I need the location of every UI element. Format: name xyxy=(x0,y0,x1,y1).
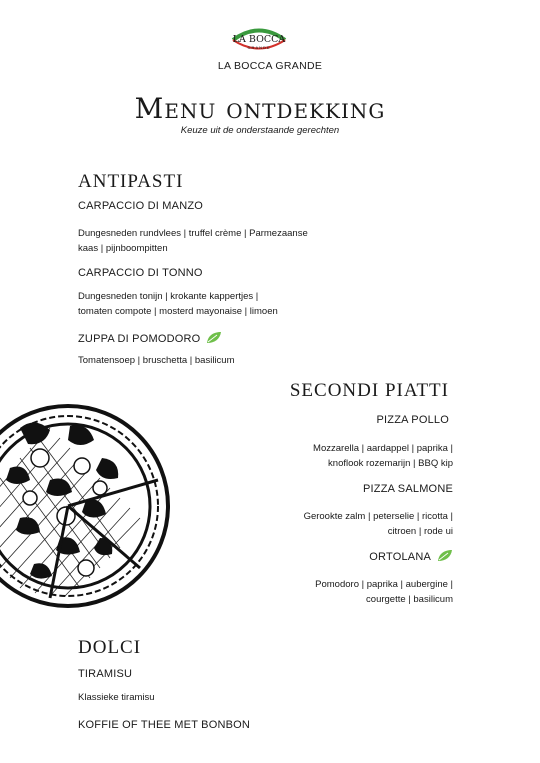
dish-description xyxy=(78,226,308,256)
dish-description-line: Dungesneden rundvlees | truffel crème | Parmezaanse xyxy=(78,228,308,239)
dish-description-line: Mozzarella | aardappel | paprika | xyxy=(313,443,453,454)
dish-description-line: Dungesneden tonijn | krokante kappertjes | xyxy=(78,291,259,302)
logo xyxy=(229,23,289,53)
dish-description-line: Klassieke tiramisu xyxy=(78,692,155,703)
page-subtitle: Keuze uit de onderstaande gerechten xyxy=(180,125,340,136)
dish-name: KOFFIE OF THEE MET BONBON xyxy=(78,719,251,731)
dish-name: ZUPPA DI POMODORO xyxy=(78,333,201,345)
dish-name: TIRAMISU xyxy=(78,668,133,680)
leaf-icon xyxy=(437,549,453,565)
dish-description xyxy=(304,509,453,539)
logo-subtext: GRANDE xyxy=(247,45,271,50)
dish-name-row xyxy=(78,331,222,347)
dish-name-row xyxy=(369,549,453,565)
logo-wordmark: LA BOCCA xyxy=(232,34,286,45)
dish-description xyxy=(313,441,453,471)
section-heading-dolci: DOLCI xyxy=(78,637,142,658)
dish-description-line: kaas | pijnboompitten xyxy=(78,243,168,254)
pizza-illustration xyxy=(0,388,170,624)
dish-name: PIZZA POLLO xyxy=(376,414,449,426)
section-heading-antipasti: ANTIPASTI xyxy=(78,171,184,192)
dish-description-line: Gerookte zalm | peterselie | ricotta | xyxy=(303,511,453,522)
dish-name: PIZZA SALMONE xyxy=(362,483,453,495)
dish-name: CARPACCIO DI TONNO xyxy=(78,267,203,279)
dish-description-line: knoflook rozemarijn | BBQ kip xyxy=(328,458,453,469)
section-heading-secondi: SECONDI PIATTI xyxy=(289,380,449,401)
dish-description xyxy=(78,353,235,368)
page-title: Menu ontdekking xyxy=(134,92,386,125)
dish-description-line: tomaten compote | mosterd mayonaise | limoen xyxy=(78,306,278,317)
dish-name: ORTOLANA xyxy=(369,551,431,563)
dish-description-line: Tomatensoep | bruschetta | basilicum xyxy=(78,355,235,366)
dish-description-line: courgette | basilicum xyxy=(366,594,453,605)
dish-description xyxy=(78,690,155,705)
leaf-icon xyxy=(206,331,222,347)
dish-name: CARPACCIO DI MANZO xyxy=(78,200,204,212)
dish-description xyxy=(315,577,453,607)
dish-description-line: Pomodoro | paprika | aubergine | xyxy=(315,579,453,590)
dish-description xyxy=(78,289,278,319)
brand-name: LA BOCCA GRANDE xyxy=(217,60,323,72)
dish-description-line: citroen | rode ui xyxy=(387,526,453,537)
